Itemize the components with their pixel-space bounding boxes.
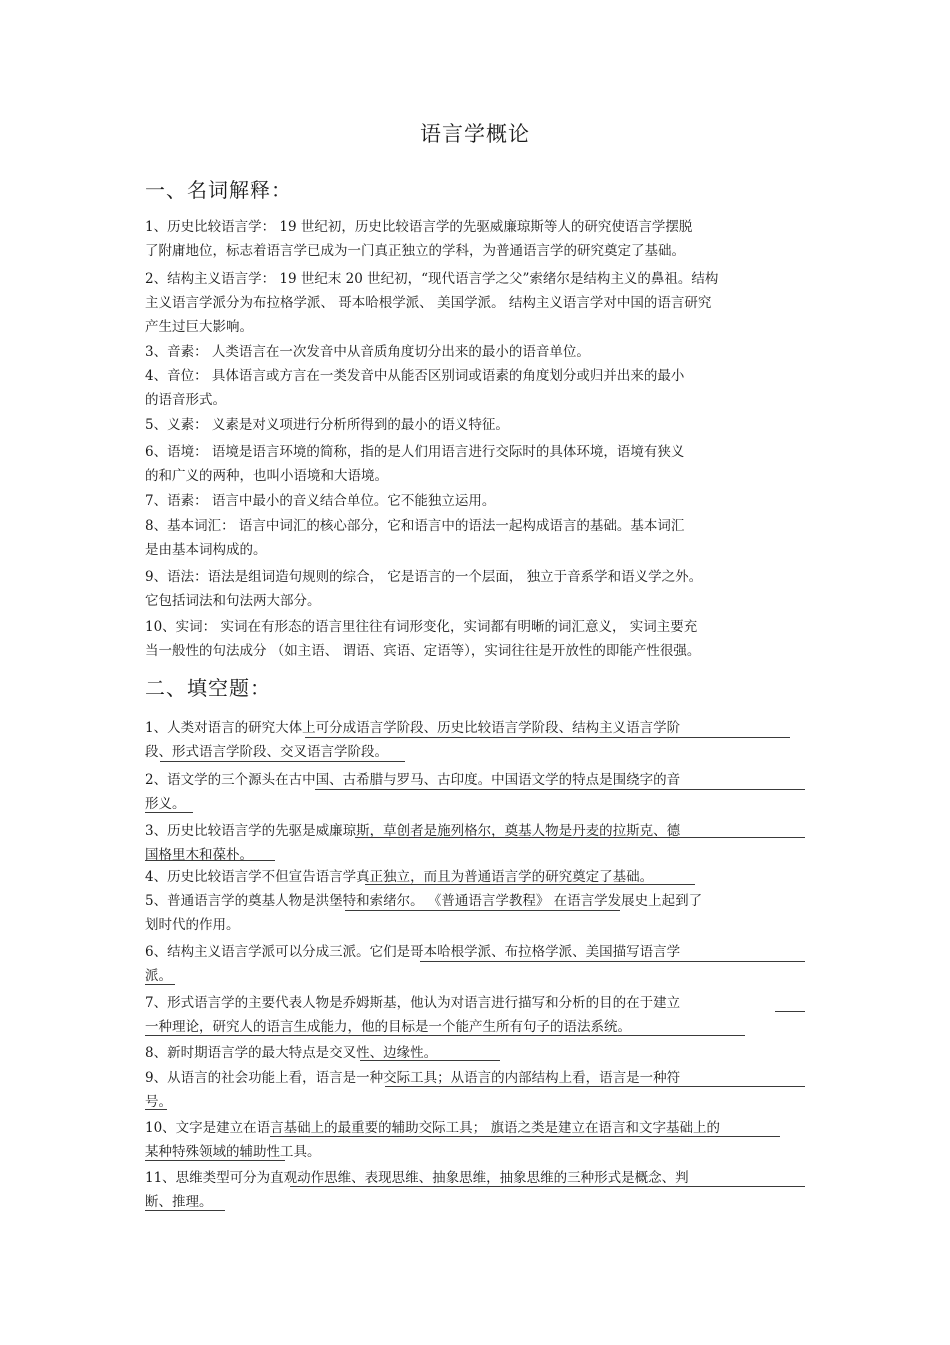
text-line: 形义。 — [145, 796, 186, 812]
answer-underline — [145, 1160, 285, 1161]
definition-item — [145, 340, 805, 364]
definition-item — [145, 215, 805, 263]
text-line: 4、音位： 具体语言或方言在一类发音中从能否区别词或语素的角度划分或归并出来的最小 — [145, 368, 685, 384]
text-line: 1、人类对语言的研究大体上可分成语言学阶段、历史比较语言学阶段、结构主义语言学阶 — [145, 720, 681, 736]
text-line: 10、实词： 实词在有形态的语言里往往有词形变化，实词都有明晰的词汇意义， 实词主要充 — [145, 619, 698, 635]
answer-underline — [145, 984, 175, 985]
text-line: 是由基本词构成的。 — [145, 542, 267, 558]
definition-item — [145, 514, 805, 562]
text-line: 6、结构主义语言学派可以分成三派。它们是哥本哈根学派、布拉格学派、美国描写语言学 — [145, 944, 681, 960]
fill-in-item — [145, 889, 805, 937]
answer-underline — [365, 884, 695, 885]
answer-underline — [270, 1136, 780, 1137]
answer-underline — [775, 1011, 805, 1012]
section-heading-fill-in: 二、填空题： — [145, 676, 271, 700]
text-line: 划时代的作用。 — [145, 917, 240, 933]
answer-underline — [145, 1109, 167, 1110]
definition-item — [145, 440, 805, 488]
text-line: 7、形式语言学的主要代表人物是乔姆斯基，他认为对语言进行描写和分析的目的在于建立 — [145, 995, 681, 1011]
definition-item — [145, 267, 805, 339]
text-line: 派。 — [145, 968, 172, 984]
text-line: 某种特殊领域的辅助性工具。 — [145, 1144, 321, 1160]
text-line: 5、义素： 义素是对义项进行分析所得到的最小的语义特征。 — [145, 417, 509, 433]
text-line: 的语音形式。 — [145, 392, 226, 408]
text-line: 7、语素： 语言中最小的音义结合单位。它不能独立运用。 — [145, 493, 496, 509]
answer-underline — [355, 837, 805, 838]
text-line: 它包括词法和句法两大部分。 — [145, 593, 321, 609]
answer-underline — [345, 910, 620, 911]
definition-item — [145, 413, 805, 437]
fill-in-item — [145, 768, 805, 816]
answer-underline — [420, 961, 805, 962]
answer-underline — [145, 812, 193, 813]
definition-item — [145, 364, 805, 412]
fill-in-item — [145, 716, 805, 764]
answer-underline — [145, 860, 275, 861]
fill-in-item — [145, 1116, 805, 1164]
fill-in-item — [145, 991, 805, 1039]
text-line: 5、普通语言学的奠基人物是洪堡特和索绪尔。 《普通语言学教程》 在语言学发展史上起到了 — [145, 893, 703, 909]
text-line: 9、从语言的社会功能上看，语言是一种交际工具；从语言的内部结构上看，语言是一种符 — [145, 1070, 681, 1086]
fill-in-item — [145, 940, 805, 988]
answer-underline — [360, 1060, 500, 1061]
answer-underline — [145, 1035, 745, 1036]
text-line: 主义语言学派分为布拉格学派、 哥本哈根学派、 美国学派。 结构主义语言学对中国的语言研究 — [145, 295, 712, 311]
text-line: 一种理论，研究人的语言生成能力，他的目标是一个能产生所有句子的语法系统。 — [145, 1019, 631, 1035]
text-line: 2、语文学的三个源头在古中国、古希腊与罗马、古印度。中国语文学的特点是围绕字的音 — [145, 772, 681, 788]
text-line: 产生过巨大影响。 — [145, 319, 253, 335]
text-line: 6、语境： 语境是语言环境的简称，指的是人们用语言进行交际时的具体环境，语境有狭义 — [145, 444, 685, 460]
answer-underline — [385, 1086, 805, 1087]
text-line: 号。 — [145, 1094, 172, 1110]
definition-item — [145, 615, 805, 663]
definition-item — [145, 565, 805, 613]
text-line: 8、新时期语言学的最大特点是交叉性、边缘性。 — [145, 1045, 438, 1061]
text-line: 的和广义的两种，也叫小语境和大语境。 — [145, 468, 388, 484]
definition-item — [145, 489, 805, 513]
text-line: 3、历史比较语言学的先驱是威廉琼斯，草创者是施列格尔，奠基人物是丹麦的拉斯克、德 — [145, 823, 681, 839]
text-line: 2、结构主义语言学： 19 世纪末 20 世纪初，“现代语言学之父”索绪尔是结构主义的鼻祖。结构 — [145, 271, 719, 287]
text-line: 1、历史比较语言学： 19 世纪初，历史比较语言学的先驱威廉琼斯等人的研究使语言学摆脱 — [145, 219, 693, 235]
text-line: 国格里木和葆朴。 — [145, 847, 253, 863]
text-line: 11、思维类型可分为直观动作思维、表现思维、抽象思维，抽象思维的三种形式是概念、判 — [145, 1170, 689, 1186]
fill-in-item — [145, 865, 805, 889]
text-line: 了附庸地位，标志着语言学已成为一门真正独立的学科，为普通语言学的研究奠定了基础。 — [145, 243, 685, 259]
fill-in-item — [145, 1066, 805, 1114]
text-line: 4、历史比较语言学不但宣告语言学真正独立，而且为普通语言学的研究奠定了基础。 — [145, 869, 654, 885]
answer-underline — [145, 1210, 225, 1211]
fill-in-item — [145, 1166, 805, 1214]
fill-in-item — [145, 1041, 805, 1065]
text-line: 8、基本词汇： 语言中词汇的核心部分，它和语言中的语法一起构成语言的基础。基本词汇 — [145, 518, 685, 534]
page-title: 语言学概论 — [420, 122, 530, 146]
text-line: 10、文字是建立在语言基础上的最重要的辅助交际工具； 旗语之类是建立在语言和文字基础上的 — [145, 1120, 720, 1136]
text-line: 段、形式语言学阶段、交叉语言学阶段。 — [145, 744, 388, 760]
text-line: 当一般性的句法成分 （如主语、 谓语、宾语、定语等），实词往往是开放性的即能产性很强。 — [145, 643, 701, 659]
section-heading-definitions: 一、名词解释： — [145, 178, 292, 202]
answer-underline — [315, 789, 805, 790]
text-line: 9、语法：语法是组词造句规则的综合， 它是语言的一个层面， 独立于音系学和语义学之外。 — [145, 569, 703, 585]
answer-underline — [305, 737, 790, 738]
answer-underline — [290, 1186, 805, 1187]
text-line: 断、推理。 — [145, 1194, 213, 1210]
text-line: 3、音素： 人类语言在一次发音中从音质角度切分出来的最小的语音单位。 — [145, 344, 590, 360]
answer-underline — [160, 761, 405, 762]
